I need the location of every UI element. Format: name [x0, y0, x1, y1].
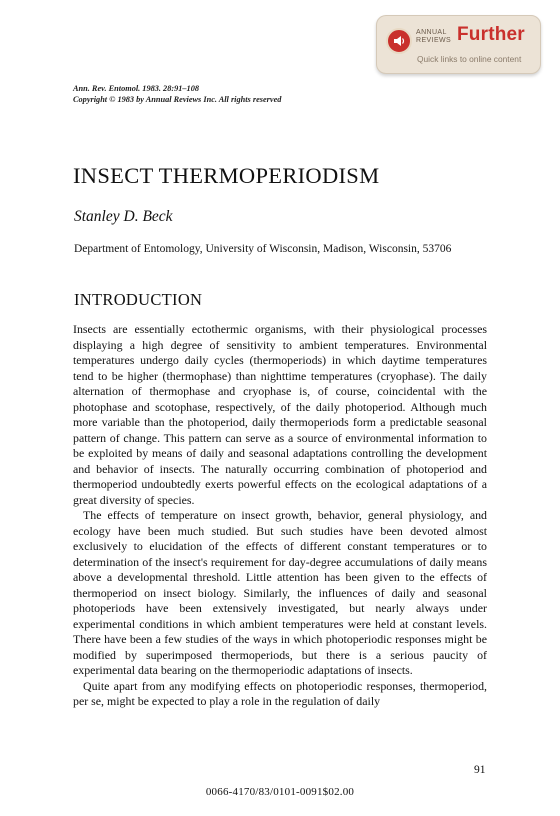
speaker-icon — [386, 28, 412, 54]
section-heading: INTRODUCTION — [74, 290, 203, 309]
badge-subtitle: Quick links to online content — [417, 54, 522, 64]
badge-reviews-text: REVIEWS — [416, 36, 452, 44]
citation — [73, 84, 281, 106]
author-name: Stanley D. Beck — [74, 208, 173, 225]
body-paragraph: Quite apart from any modifying effects on photoperiodic responses, thermoperiod, per se, might be expected to play a role in the regulation of daily — [73, 678, 487, 708]
body-paragraph: Insects are essentially ectothermic organisms, with their physiological processes displaying a high degree of sensitivity to ambient temperatures. Environmental temperatures undergo daily cycles (thermoperiods) in which daytime temperatures tend to be higher (thermophase) than nighttime temperatures (cryophase). The daily alternation of thermophase and cryophase is, of course, coincidental with the photophase and scotophase, respectively, of the daily photoperiod. Although much more variable than the photoperiod, daily thermoperiods form a predictable seasonal pattern of change. This pattern can serve as a source of environmental information to be exploited by means of daily and seasonal adaptations controlling the development and behavior of insects. The naturally occurring combination of photoperiod and thermoperiod undoubtedly exerts powerful effects on the ecological adaptations of a great diversity of species. — [73, 322, 487, 507]
citation-copyright: Copyright © 1983 by Annual Reviews Inc. All rights reserved — [73, 94, 282, 104]
citation-journal: Ann. Rev. Entomol. 1983. 28:91–108 — [73, 84, 200, 93]
badge-brand-label — [416, 29, 451, 44]
article-body — [73, 322, 487, 710]
article-title: INSECT THERMOPERIODISM — [73, 163, 380, 188]
badge-further-text: Further — [457, 24, 525, 45]
author-affiliation: Department of Entomology, University of Wisconsin, Madison, Wisconsin, 53706 — [74, 243, 452, 255]
footer-code: 0066-4170/83/0101-0091$02.00 — [205, 786, 355, 798]
body-paragraph: The effects of temperature on insect growth, behavior, general physiology, and ecology have been much studied. But such studies have been devoted almost exclusively to elucidation of the effects of different constant temperatures or to determination of the insect's requirement for day-degree accumulations of daily means above a developmental threshold. Little attention has been given to the effects of thermoperiod on insect biology. Similarly, the influences of daily and seasonal photoperiods have been extensively investigated, but nearly always under experimental conditions in which ambient temperatures were held at constant levels. There have been a few studies of the ways in which photoperiodic responses might be modified by superimposed thermoperiods, but there is a serious paucity of experimental data bearing on the thermoperiodic adaptations of insects. — [73, 508, 487, 677]
annual-reviews-further-badge[interactable] — [376, 15, 541, 74]
badge-annual-text: ANNUAL — [416, 29, 447, 36]
page-number: 91 — [474, 764, 486, 776]
